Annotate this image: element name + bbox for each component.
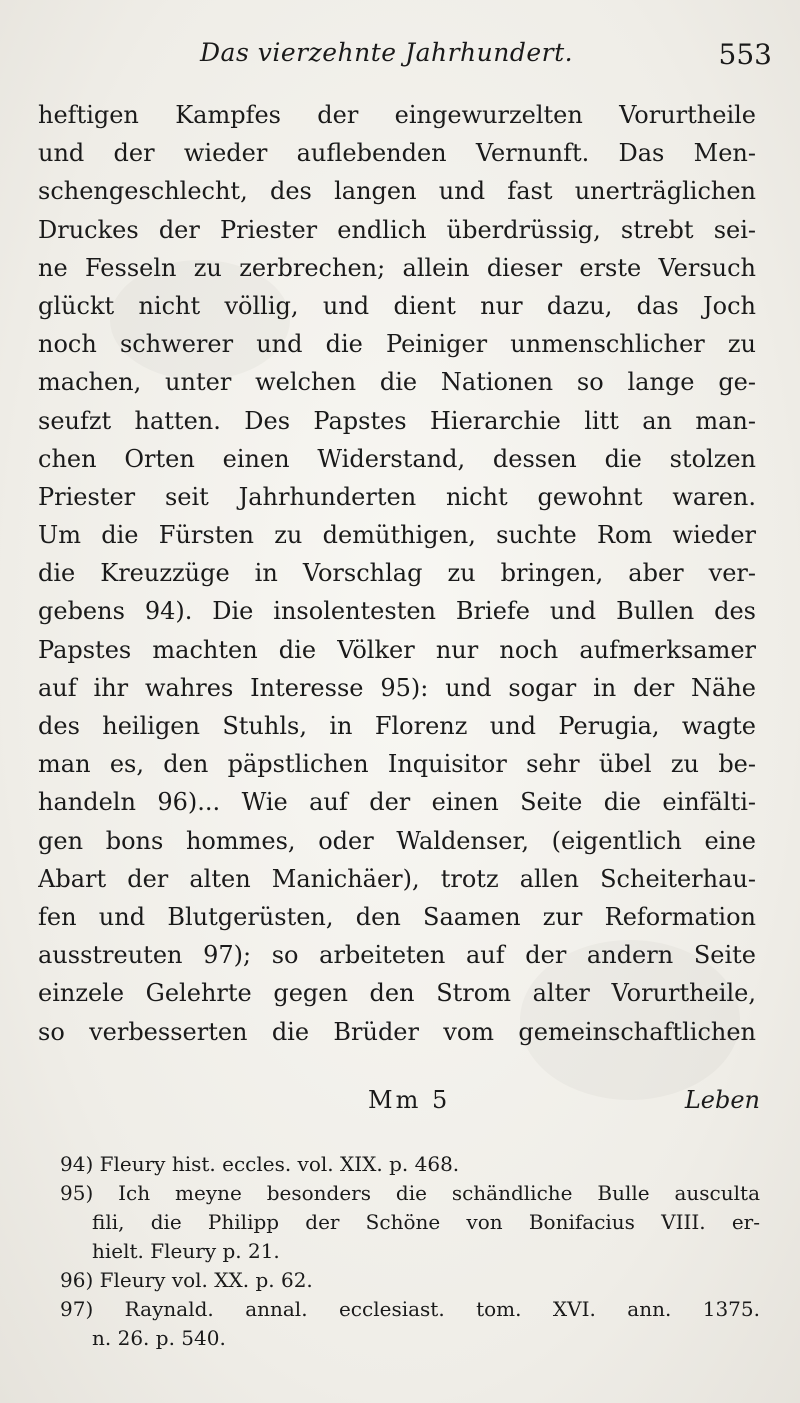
text-line: ausstreuten 97); so arbeiteten auf der andern Seite — [38, 941, 756, 970]
text-line: und der wieder auflebenden Vernunft. Das Men- — [38, 139, 756, 168]
text-line: Um die Fürsten zu demüthigen, suchte Rom wieder — [38, 521, 756, 550]
text-line: des heiligen Stuhls, in Florenz und Perugia, wagte — [38, 712, 756, 740]
text-line: machen, unter welchen die Nationen so lange ge- — [38, 368, 756, 397]
text-line: gebens 94). Die insolentesten Briefe und Bullen des — [38, 597, 756, 626]
text-line: gen bons hommes, oder Waldenser, (eigentlich eine — [38, 826, 756, 855]
text-line: auf ihr wahres Interesse 95): und sogar in der Nähe — [38, 673, 756, 702]
text-line: man es, den päpstlichen Inquisitor sehr übel zu be- — [38, 750, 756, 779]
text-line: Priester seit Jahrhunderten nicht gewohnt waren. — [38, 482, 756, 511]
signature-mark: Mm 5 — [368, 1086, 451, 1114]
text-line: die Kreuzzüge in Vorschlag zu bringen, aber ver- — [38, 559, 756, 588]
running-head — [200, 38, 772, 78]
text-line: glückt nicht völlig, und dient nur dazu, das Joch — [38, 291, 756, 320]
text-line: fen und Blutgerüsten, den Saamen zur Reformation — [38, 902, 756, 931]
page-number: 553 — [718, 38, 772, 71]
text-line: Abart der alten Manichäer), trotz allen Scheiterhau- — [38, 864, 756, 893]
footnote-95-continued: hielt. Fleury p. 21. — [92, 1239, 280, 1263]
running-title: Das vierzehnte Jahrhundert. — [200, 38, 574, 67]
text-line: Papstes machten die Völker nur noch aufmerksamer — [38, 635, 756, 664]
text-line: heftigen Kampfes der eingewurzelten Vorurtheile — [38, 101, 756, 129]
text-line: chen Orten einen Widerstand, dessen die stolzen — [38, 444, 756, 473]
text-line: handeln 96)... Wie auf der einen Seite die einfälti- — [38, 788, 756, 817]
text-line: seufzt hatten. Des Papstes Hierarchie litt an man- — [38, 406, 756, 435]
text-line: so verbesserten die Brüder vom gemeinschaftlichen — [38, 1017, 756, 1046]
text-line: Druckes der Priester endlich überdrüssig, strebt sei- — [38, 215, 756, 244]
footnote-97: 97) Raynald. annal. ecclesiast. tom. XVI. ann. 1375. — [60, 1297, 760, 1321]
footnote-96: 96) Fleury vol. XX. p. 62. — [60, 1268, 313, 1292]
text-line: ne Fesseln zu zerbrechen; allein dieser erste Versuch — [38, 253, 756, 282]
text-line: noch schwerer und die Peiniger unmenschlicher zu — [38, 330, 756, 359]
footnotes — [60, 1150, 760, 1353]
footnote-94: 94) Fleury hist. eccles. vol. XIX. p. 468. — [60, 1152, 460, 1176]
footnote-95-continued: fili, die Philipp der Schöne von Bonifacius VIII. er- — [92, 1210, 760, 1234]
text-line: einzele Gelehrte gegen den Strom alter Vorurtheile, — [38, 979, 756, 1008]
catchword: Leben — [684, 1086, 760, 1114]
text-line: schengeschlecht, des langen und fast unerträglichen — [38, 177, 756, 206]
footnote-95: 95) Ich meyne besonders die schändliche Bulle ausculta — [60, 1181, 760, 1205]
footnote-97-continued: n. 26. p. 540. — [92, 1326, 226, 1350]
body-text — [38, 96, 756, 1051]
signature-row — [38, 1086, 760, 1122]
